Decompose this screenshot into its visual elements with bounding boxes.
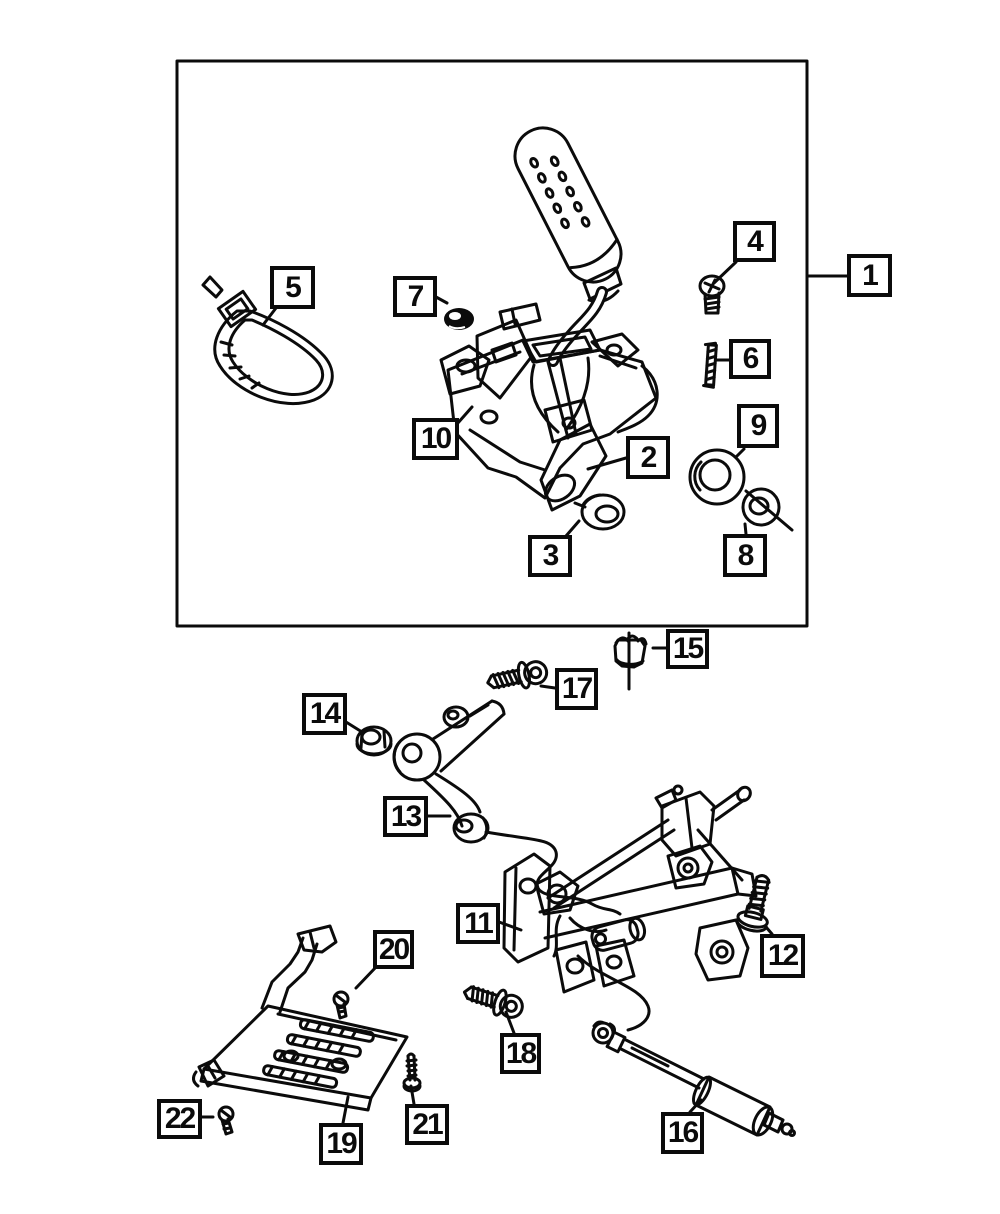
leader-line-10 (457, 407, 472, 424)
leader-line-4 (714, 262, 736, 283)
callout-16 (661, 1112, 704, 1154)
callout-19-number: 19 (326, 1127, 356, 1160)
callout-11-number: 11 (464, 906, 492, 940)
leader-line-17 (541, 686, 555, 688)
leader-line-12a (698, 830, 742, 880)
callout-13 (383, 796, 428, 837)
callout-21-number: 21 (412, 1107, 442, 1141)
callout-15 (666, 629, 709, 669)
leader-line-8 (745, 524, 746, 534)
leader-line-3 (566, 521, 579, 536)
callout-8-number: 8 (737, 538, 753, 572)
callout-20-number: 20 (378, 932, 409, 966)
callout-14 (302, 693, 347, 735)
callout-4-number: 4 (747, 224, 762, 258)
callout-1-number: 1 (862, 258, 877, 292)
nut-drawing-15 (615, 633, 646, 689)
leader-lines (201, 262, 847, 1123)
screw-drawing-18 (461, 979, 526, 1022)
callout-4 (733, 221, 776, 262)
callout-2 (626, 436, 670, 479)
leader-line-7 (436, 297, 447, 303)
callout-2-number: 2 (640, 440, 656, 474)
callout-7 (393, 276, 437, 317)
screw-drawing-4 (700, 276, 724, 313)
nut-drawing-7 (444, 308, 474, 330)
nut-drawing-14 (357, 727, 391, 755)
callout-6 (729, 339, 771, 379)
screw-drawing-20 (334, 992, 348, 1018)
callout-15-number: 15 (672, 632, 703, 665)
callout-13-number: 13 (390, 799, 421, 833)
callout-17-number: 17 (561, 672, 592, 705)
callout-18 (500, 1033, 541, 1074)
callout-8 (723, 534, 767, 577)
grommet-drawing-9 (690, 449, 744, 504)
callout-9 (737, 404, 779, 448)
callout-9-number: 9 (750, 409, 766, 442)
callout-5 (270, 266, 315, 309)
callout-21 (405, 1104, 449, 1145)
leader-line-11 (499, 922, 521, 930)
callout-17 (555, 668, 598, 710)
callout-3 (528, 535, 572, 577)
callout-19 (319, 1123, 363, 1165)
callout-12-number: 12 (767, 939, 798, 972)
callout-6-number: 6 (742, 342, 758, 375)
pin-drawing-6 (702, 343, 716, 388)
leader-line-20 (356, 966, 377, 988)
callout-1 (847, 254, 892, 297)
callout-18-number: 18 (505, 1036, 536, 1070)
callout-7-number: 7 (407, 279, 423, 313)
callout-11 (456, 903, 500, 944)
callout-22-number: 22 (164, 1102, 195, 1135)
screw-drawing-22 (219, 1107, 233, 1134)
callout-22 (157, 1099, 202, 1139)
callout-10 (412, 418, 459, 460)
callout-3-number: 3 (542, 539, 558, 572)
callout-20 (373, 930, 414, 969)
callout-12 (760, 934, 805, 978)
callout-14-number: 14 (309, 697, 340, 730)
callout-16-number: 16 (667, 1116, 698, 1149)
linkage-assembly-drawing-11 (504, 785, 756, 992)
grommet-drawing-8 (743, 489, 792, 530)
screw-drawing-17 (485, 658, 549, 696)
callout-5-number: 5 (285, 270, 300, 304)
leader-line-2 (588, 458, 626, 469)
callout-10-number: 10 (420, 422, 451, 455)
bushing-drawing-3 (575, 495, 624, 529)
leader-line-14 (346, 722, 362, 732)
leader-line-19 (343, 1097, 348, 1123)
